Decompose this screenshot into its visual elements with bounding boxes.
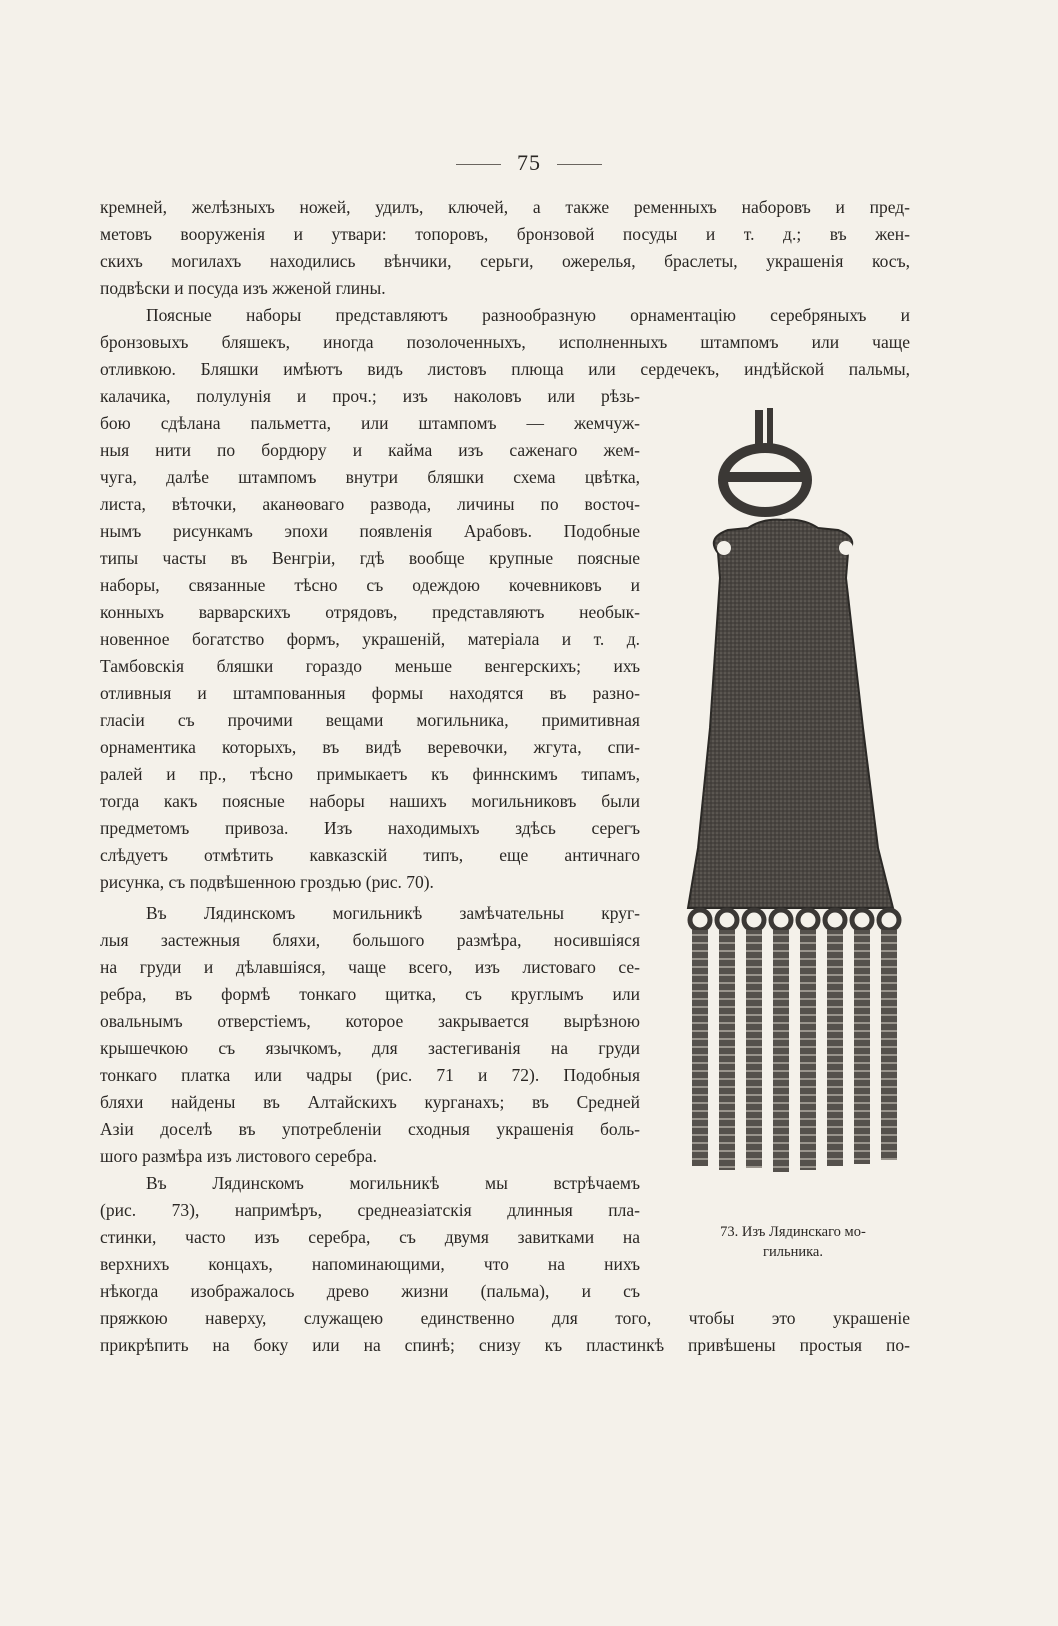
text-line: кремней, желѣзныхъ ножей, удилъ, ключей, а также ременныхъ наборовъ и пред- bbox=[100, 197, 910, 217]
text-line: овальнымъ отверстіемъ, которое закрывается вырѣзною bbox=[100, 1011, 640, 1031]
caption-line-2: гильника. bbox=[763, 1244, 823, 1260]
text-line: метовъ вооруженія и утвари: топоровъ, бронзовой посуды и т. д.; въ жен- bbox=[100, 224, 910, 244]
paragraph-2-narrow bbox=[100, 383, 640, 896]
text-line: прикрѣпить на боку или на спинѣ; снизу къ пластинкѣ привѣшены простыя по- bbox=[100, 1335, 910, 1355]
text-line: Азіи доселѣ въ употребленіи сходныя украшенія боль- bbox=[100, 1119, 640, 1139]
figure-caption bbox=[678, 1222, 908, 1262]
text-line: нымъ рисункамъ эпохи появленія Арабовъ. Подобные bbox=[100, 521, 640, 541]
text-line: ныя нити по бордюру и кайма изъ саженаго жем- bbox=[100, 440, 640, 460]
loop-icon bbox=[723, 408, 807, 512]
text-line: орнаментика которыхъ, въ видѣ веревочки, жгута, спи- bbox=[100, 737, 640, 757]
text-line: новенное богатство формъ, украшеній, матеріала и т. д. bbox=[100, 629, 640, 649]
text-line: калачика, полулунія и проч.; изъ наколовъ или рѣзь- bbox=[100, 386, 640, 406]
page-number bbox=[0, 150, 1058, 176]
text-line: лыя застежныя бляхи, большого размѣра, носившіяся bbox=[100, 930, 640, 950]
text-line: крышечкою съ язычкомъ, для застегиванія на груди bbox=[100, 1038, 640, 1058]
text-line: на груди и дѣлавшіяся, чаще всего, изъ листоваго се- bbox=[100, 957, 640, 977]
left-rule bbox=[456, 164, 501, 165]
text-line: типы часты въ Венгріи, гдѣ вообще крупные поясные bbox=[100, 548, 640, 568]
text-line: стинки, часто изъ серебра, съ двумя завитками на bbox=[100, 1227, 640, 1247]
text-line: бронзовыхъ бляшекъ, иногда позолоченныхъ, исполненныхъ штампомъ или чаще bbox=[100, 332, 910, 352]
text-line: Въ Лядинскомъ могильникѣ мы встрѣчаемъ bbox=[146, 1173, 640, 1193]
text-line: бою сдѣлана пальметта, или штампомъ — жемчуж- bbox=[100, 413, 640, 433]
text-line: рисунка, съ подвѣшенною гроздью (рис. 70). bbox=[100, 872, 434, 892]
text-line: Въ Лядинскомъ могильникѣ замѣчательны круг- bbox=[146, 903, 640, 923]
text-line: гласіи съ прочими вещами могильника, примитивная bbox=[100, 710, 640, 730]
text-line: ребра, въ формѣ тонкаго щитка, съ круглымъ или bbox=[100, 984, 640, 1004]
text-line: предметомъ привоза. Изъ находимыхъ здѣсь серегъ bbox=[100, 818, 640, 838]
paragraph-4-narrow bbox=[100, 1170, 640, 1305]
text-line: Тамбовскія бляшки гораздо меньше венгерскихъ; ихъ bbox=[100, 656, 640, 676]
text-line: тогда какъ поясные наборы нашихъ могильниковъ были bbox=[100, 791, 640, 811]
paragraph-1 bbox=[100, 194, 910, 302]
text-line: конныхъ варварскихъ отрядовъ, представляютъ необык- bbox=[100, 602, 640, 622]
text-line: бляхи найдены въ Алтайскихъ курганахъ; въ Средней bbox=[100, 1092, 640, 1112]
paragraph-2-full bbox=[100, 302, 910, 383]
page-number-text: 75 bbox=[517, 150, 541, 175]
paragraph-3 bbox=[100, 900, 640, 1170]
caption-line-1: 73. Изъ Лядинскаго мо- bbox=[720, 1224, 866, 1240]
text-line: чуга, далѣе штампомъ внутри бляшки схема цвѣтка, bbox=[100, 467, 640, 487]
text-line: нѣкогда изображалось древо жизни (пальма), и съ bbox=[100, 1281, 640, 1301]
figure-73-pendant bbox=[670, 408, 915, 1208]
hanging-strips bbox=[692, 930, 897, 1172]
paragraph-4-full bbox=[100, 1305, 910, 1359]
text-line: отливкою. Бляшки имѣютъ видъ листовъ плюща или сердечекъ, индѣйской пальмы, bbox=[100, 359, 910, 379]
text-line: подвѣски и посуда изъ жженой глины. bbox=[100, 278, 386, 298]
text-line: листа, вѣточки, аканѳоваго развода, личины по восточ- bbox=[100, 494, 640, 514]
text-line: тонкаго платка или чадры (рис. 71 и 72). Подобныя bbox=[100, 1065, 640, 1085]
text-line: ралей и пр., тѣсно примыкаетъ къ финнскимъ типамъ, bbox=[100, 764, 640, 784]
text-line: пряжкою наверху, служащею единственно для того, чтобы это украшеніе bbox=[100, 1308, 910, 1328]
text-line: (рис. 73), напримѣръ, среднеазіатскія длинныя пла- bbox=[100, 1200, 640, 1220]
text-line: отливныя и штампованныя формы находятся въ разно- bbox=[100, 683, 640, 703]
text-line: шого размѣра изъ листового серебра. bbox=[100, 1146, 378, 1166]
text-line: слѣдуетъ отмѣтить кавказскій типъ, еще античнаго bbox=[100, 845, 640, 865]
right-rule bbox=[557, 164, 602, 165]
text-line: Поясные наборы представляютъ разнообразную орнаментацію серебряныхъ и bbox=[146, 305, 910, 325]
text-line: наборы, связанные тѣсно съ одеждою кочевниковъ и bbox=[100, 575, 640, 595]
plate-body bbox=[688, 520, 893, 908]
text-line: скихъ могилахъ находились вѣнчики, серьги, ожерелья, браслеты, украшенія косъ, bbox=[100, 251, 910, 271]
rings-row bbox=[690, 910, 899, 930]
text-line: верхнихъ концахъ, напоминающими, что на нихъ bbox=[100, 1254, 640, 1274]
